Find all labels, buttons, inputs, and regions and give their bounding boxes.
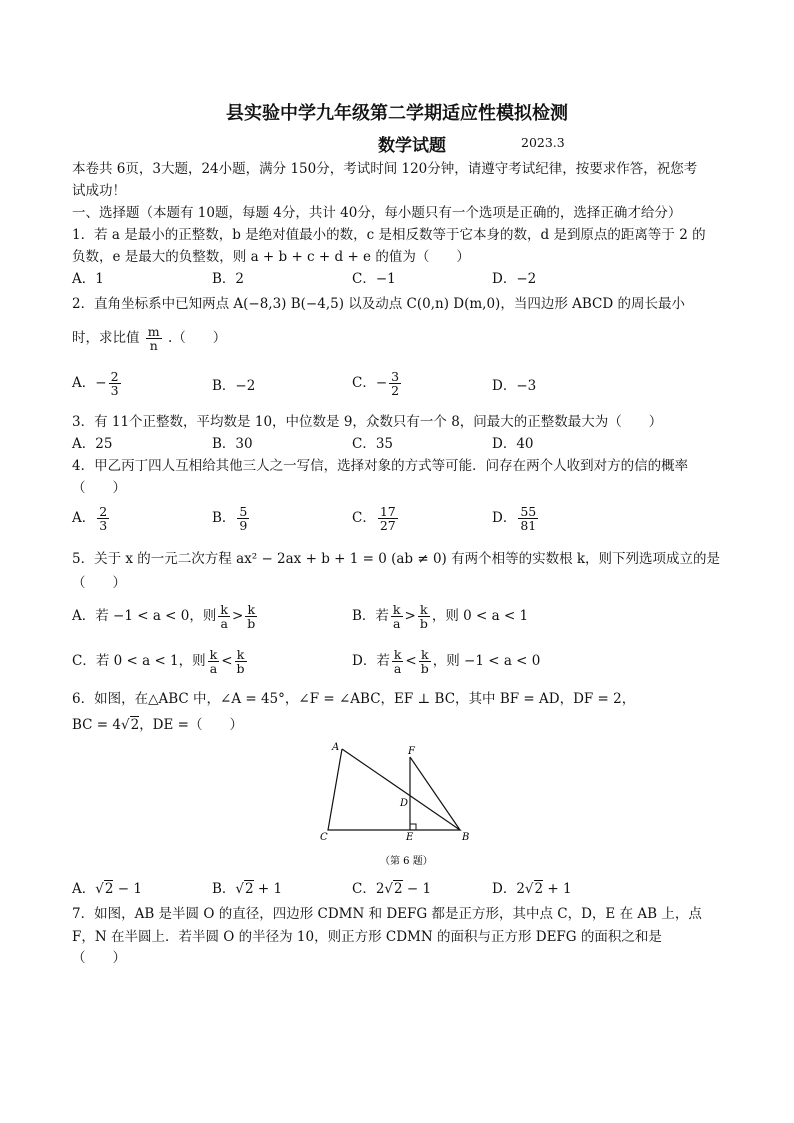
q5-option-d	[352, 648, 540, 675]
q5-option-b-relation: >	[404, 608, 416, 624]
q2-option-a-label: A．−	[72, 375, 107, 391]
q4-option-c-label: C．	[352, 510, 376, 526]
label-d: D	[400, 798, 409, 809]
q4-option-b-numerator: 5	[239, 504, 248, 519]
q5-option-b-frac2-den: b	[419, 616, 428, 631]
q1-option-b: B．2	[212, 271, 245, 287]
exam-date: 2023.3	[521, 135, 565, 150]
q5-option-c-frac2-den: b	[236, 661, 245, 676]
label-b: B	[462, 832, 470, 843]
q4-option-d-numerator: 55	[520, 504, 537, 519]
q5-option-a-frac1	[218, 603, 230, 630]
q5-option-a-frac1-num: k	[220, 602, 228, 617]
q6-option-d-pre: D．2	[492, 881, 525, 897]
intro-line-1: 本卷共 6页，3大题，24小题，满分 150分，考试时间 120分钟，请遵守考试纪律，按要求作答，祝您考	[72, 161, 698, 177]
q2-option-c-numerator: 3	[391, 369, 400, 384]
q5-option-b-post: ，则 0 < a < 1	[431, 608, 529, 624]
q6-line-2-pre: BC = 4	[72, 717, 121, 733]
exam-subtitle: 数学试题	[378, 136, 446, 156]
q5-option-c	[72, 648, 249, 675]
q2-option-d: D．−3	[492, 378, 537, 394]
q5-option-c-relation: <	[221, 653, 233, 669]
q5-option-b-frac2	[418, 603, 430, 630]
q2-option-c-denominator: 2	[391, 383, 400, 398]
q5-option-c-frac2	[235, 648, 247, 675]
q6-option-a-post: − 1	[113, 881, 142, 897]
q4-option-d-fraction	[518, 505, 538, 532]
q6-option-d-radicand: 2	[534, 881, 544, 897]
q2-option-a-numerator: 2	[110, 369, 119, 384]
q5-option-b-frac1-num: k	[392, 602, 401, 617]
q5-option-d-relation: <	[405, 653, 417, 669]
q5-option-d-post: ，则 −1 < a < 0	[432, 653, 541, 669]
q4-option-a-fraction	[97, 505, 109, 532]
label-f: F	[408, 746, 415, 757]
q5-option-c-frac1-num: k	[209, 647, 218, 662]
q4-option-b-denominator: 9	[239, 518, 248, 533]
label-a: A	[332, 742, 340, 753]
q4-option-c	[352, 505, 400, 532]
sqrt-symbol: √	[235, 881, 245, 897]
q5-option-b-frac2-num: k	[418, 603, 430, 617]
q1-option-d: D．−2	[492, 271, 537, 287]
q5-line-1: 5．关于 x 的一元二次方程 ax² − 2ax + b + 1 = 0 (ab ≠ 0) 有两个相等的实数根 k，则下列选项成立的是	[72, 551, 721, 567]
q5-option-d-frac2-den: b	[420, 661, 429, 676]
q2-line-2-pre: 时，求比值	[72, 330, 140, 346]
q6-triangle-figure	[320, 742, 480, 872]
q6-option-b-post: + 1	[253, 881, 283, 897]
q2-option-a-denominator: 3	[110, 383, 119, 398]
q6-line-2	[72, 716, 243, 734]
q2-ratio-numerator: m	[147, 324, 160, 339]
q3-line-1: 3．有 11个正整数，平均数是 10，中位数是 9，众数只有一个 8，问最大的正整数最大为（ ）	[72, 414, 663, 430]
q2-line-1: 2．直角坐标系中已知两点 A(−8,3) B(−4,5) 以及动点 C(0,n) D(m,0)，当四边形 ABCD 的周长最小	[72, 296, 685, 312]
q5-option-a-frac2-num: k	[245, 603, 257, 617]
q5-option-d-frac2-num: k	[419, 648, 431, 662]
q2-option-a	[72, 370, 123, 397]
q1-option-a: A．1	[72, 271, 104, 287]
q5-option-a-frac1-den: a	[220, 616, 228, 631]
q4-option-d-label: D．	[492, 510, 517, 526]
q7-line-2: F，N 在半圆上．若半圆 O 的半径为 10，则正方形 CDMN 的面积与正方形 DEFG 的面积之和是	[72, 929, 662, 945]
q5-option-b-frac1-den: a	[392, 616, 401, 631]
sqrt-symbol: √	[524, 881, 534, 897]
q5-option-d-frac1	[392, 648, 404, 675]
q6-option-a	[72, 880, 142, 898]
q5-option-d-pre: D．若	[352, 653, 390, 669]
section-heading: 一、选择题（本题有 10题，每题 4分，共计 40分，每小题只有一个选项是正确的，选择正确才给分）	[72, 205, 682, 221]
segment-fb	[410, 757, 460, 830]
q5-option-a-frac2	[245, 603, 257, 630]
q6-option-d-post: + 1	[543, 881, 572, 897]
q3-option-a: A．25	[72, 436, 113, 452]
q1-option-c: C．−1	[352, 271, 396, 287]
q6-option-c-post: − 1	[402, 881, 432, 897]
q2-ratio-denominator: n	[149, 338, 158, 353]
q4-option-a-label: A．	[72, 510, 96, 526]
q5-option-b-pre: B．若	[352, 608, 389, 624]
q5-option-c-frac1-den: a	[209, 661, 218, 676]
q6-option-d	[492, 880, 572, 898]
q1-line-2: 负数，e 是最大的负整数，则 a + b + c + d + e 的值为（ ）	[72, 249, 470, 265]
q4-line-2: （ ）	[72, 480, 126, 496]
q4-option-a-numerator: 2	[99, 504, 108, 519]
figure-caption: （第 6 题）	[380, 856, 433, 867]
q6-line-2-radicand: 2	[130, 717, 140, 733]
q6-option-b-pre: B．	[212, 881, 236, 897]
q7-line-3: （ ）	[72, 950, 126, 966]
q1-line-1: 1．若 a 是最小的正整数，b 是绝对值最小的数，c 是相反数等于它本身的数，d 是到原点的距离等于 2 的	[72, 227, 706, 243]
q2-option-c-label: C．−	[352, 375, 388, 391]
q4-option-c-numerator: 17	[379, 504, 396, 519]
label-e: E	[406, 832, 414, 843]
q4-option-d	[492, 505, 540, 532]
q5-option-b-frac1	[391, 603, 403, 630]
label-c: C	[320, 832, 328, 843]
q2-option-a-fraction	[109, 370, 121, 397]
q6-option-a-radicand: 2	[104, 881, 114, 897]
sqrt-symbol: √	[384, 881, 394, 897]
q4-option-a	[72, 505, 111, 532]
q4-option-a-denominator: 3	[99, 518, 108, 533]
q3-option-c: C．35	[352, 436, 394, 452]
q6-option-c	[352, 880, 431, 898]
sqrt-symbol: √	[120, 717, 130, 733]
q4-option-d-denominator: 81	[520, 518, 537, 533]
q4-option-b-fraction	[237, 505, 249, 532]
q2-line-2-post: .（ ）	[167, 330, 227, 346]
q6-option-a-pre: A．	[72, 881, 96, 897]
q3-option-b: B．30	[212, 436, 253, 452]
q5-option-a-pre: A．若 −1 < a < 0，则	[72, 608, 217, 624]
q4-option-b	[212, 505, 251, 532]
q5-option-c-frac1	[208, 648, 220, 675]
q6-line-2-post: ，DE =（ ）	[139, 717, 243, 733]
exam-title: 县实验中学九年级第二学期适应性模拟检测	[226, 103, 568, 124]
intro-line-2: 试成功！	[72, 183, 126, 199]
q5-option-b	[352, 603, 528, 630]
q7-line-1: 7．如图，AB 是半圆 O 的直径，四边形 CDMN 和 DEFG 都是正方形，其中点 C，D，E 在 AB 上，点	[72, 906, 702, 922]
sqrt-symbol: √	[95, 881, 104, 897]
q3-option-d: D．40	[492, 436, 534, 452]
q4-option-b-label: B．	[212, 510, 236, 526]
q5-option-c-frac2-num: k	[235, 648, 247, 662]
right-angle-mark	[410, 824, 416, 830]
q5-option-d-frac1-num: k	[393, 647, 402, 662]
q2-ratio-fraction	[146, 325, 162, 352]
q5-option-c-pre: C．若 0 < a < 1，则	[72, 653, 206, 669]
q5-option-d-frac2	[419, 648, 431, 675]
q5-line-2: （ ）	[72, 575, 126, 591]
q6-option-c-pre: C．2	[352, 881, 385, 897]
q5-option-a-relation: >	[231, 608, 244, 624]
q5-option-a	[72, 603, 259, 630]
q5-option-d-frac1-den: a	[393, 661, 402, 676]
q2-line-2	[72, 325, 226, 352]
q6-option-b-radicand: 2	[245, 881, 254, 897]
q4-option-c-fraction	[378, 505, 398, 532]
q6-line-1: 6．如图，在△ABC 中，∠A = 45°，∠F = ∠ABC，EF ⊥ BC，其中 BF = AD，DF = 2，	[72, 691, 636, 707]
q5-option-a-frac2-den: b	[247, 616, 256, 631]
q6-option-b	[212, 880, 282, 898]
triangle-abc	[328, 749, 460, 830]
q2-option-c-fraction	[389, 370, 401, 397]
q4-option-c-denominator: 27	[379, 518, 396, 533]
q6-option-c-radicand: 2	[394, 881, 403, 897]
q2-option-c	[352, 370, 403, 397]
q2-option-b: B．−2	[212, 378, 256, 394]
q4-line-1: 4．甲乙丙丁四人互相给其他三人之一写信，选择对象的方式等可能．问存在两个人收到对方的信的概率	[72, 458, 689, 474]
